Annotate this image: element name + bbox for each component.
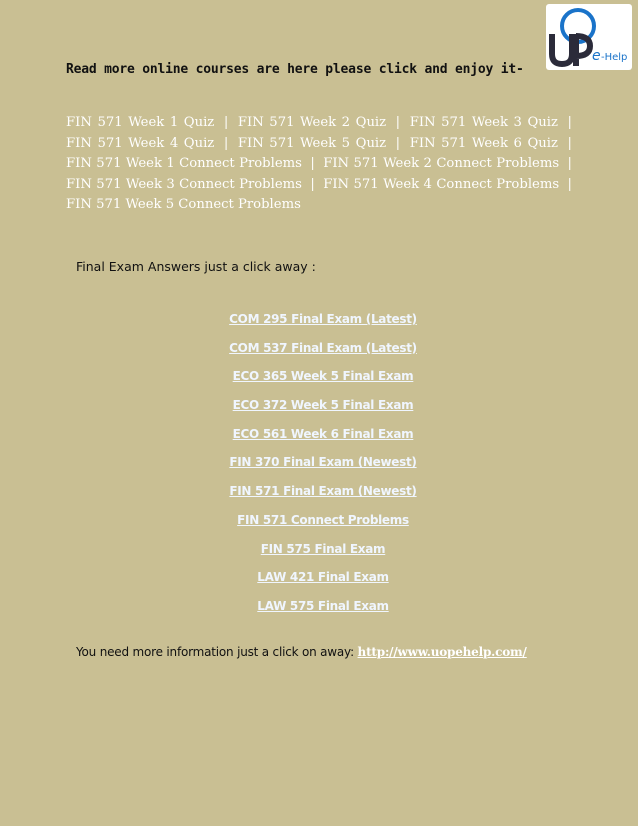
course-link[interactable]: FIN 571 Week 4 Quiz bbox=[66, 135, 215, 151]
svg-text:e: e bbox=[592, 48, 601, 64]
course-link[interactable]: FIN 571 Week 5 Quiz bbox=[237, 135, 387, 151]
exam-list-item bbox=[198, 595, 448, 624]
exam-link[interactable]: ECO 365 Week 5 Final Exam bbox=[232, 369, 414, 384]
exam-list-item bbox=[198, 566, 448, 595]
course-link[interactable]: FIN 571 Week 2 Quiz bbox=[237, 115, 387, 130]
course-link[interactable]: FIN 571 Week 1 Quiz bbox=[66, 115, 215, 130]
link-separator: | bbox=[310, 156, 315, 171]
course-link[interactable]: FIN 571 Week 1 Connect Problems bbox=[66, 156, 302, 171]
course-link[interactable]: FIN 571 Week 4 Connect Problems bbox=[323, 176, 560, 192]
link-separator: | bbox=[395, 115, 401, 130]
exam-list-item bbox=[198, 451, 448, 480]
course-link[interactable]: FIN 571 Week 5 Connect Problems bbox=[66, 197, 301, 212]
exam-link[interactable]: LAW 421 Final Exam bbox=[257, 570, 389, 585]
exam-link[interactable]: ECO 561 Week 6 Final Exam bbox=[232, 426, 414, 441]
site-logo[interactable] bbox=[546, 4, 632, 70]
uop-logo-graphic bbox=[546, 4, 632, 70]
footer-text: You need more information just a click on away: bbox=[76, 645, 358, 659]
exam-link[interactable]: FIN 575 Final Exam bbox=[260, 541, 386, 556]
exam-list-item bbox=[198, 365, 448, 394]
exam-link[interactable]: FIN 370 Final Exam (Newest) bbox=[229, 455, 417, 470]
exam-list-item bbox=[198, 509, 448, 538]
website-link[interactable]: http://www.uopehelp.com/ bbox=[357, 645, 527, 659]
exam-list-item bbox=[198, 308, 448, 337]
course-link[interactable]: FIN 571 Week 6 Quiz bbox=[409, 135, 558, 151]
course-link[interactable]: FIN 571 Week 3 Quiz bbox=[409, 115, 558, 130]
link-separator: | bbox=[223, 115, 229, 130]
exam-link-list bbox=[198, 308, 448, 624]
course-links-paragraph bbox=[66, 113, 576, 216]
exam-list-item bbox=[198, 394, 448, 423]
exam-link[interactable]: ECO 372 Week 5 Final Exam bbox=[232, 398, 414, 413]
svg-text:-Help: -Help bbox=[601, 52, 628, 63]
exam-link[interactable]: COM 295 Final Exam (Latest) bbox=[229, 312, 417, 326]
exam-list-item bbox=[198, 480, 448, 509]
exam-list-item bbox=[198, 423, 448, 452]
footer-info bbox=[76, 645, 527, 659]
link-separator: | bbox=[395, 135, 401, 151]
link-separator: | bbox=[567, 176, 572, 192]
link-separator: | bbox=[567, 156, 572, 171]
link-separator: | bbox=[310, 176, 315, 192]
exam-link[interactable]: FIN 571 Final Exam (Newest) bbox=[229, 484, 417, 499]
exam-link[interactable]: LAW 575 Final Exam bbox=[257, 598, 389, 613]
link-separator: | bbox=[223, 135, 229, 151]
course-link[interactable]: FIN 571 Week 2 Connect Problems bbox=[323, 156, 560, 171]
exam-list-item bbox=[198, 337, 448, 366]
link-separator: | bbox=[567, 115, 572, 130]
headline: Read more online courses are here please click and enjoy it- bbox=[66, 62, 524, 77]
link-separator: | bbox=[567, 135, 572, 151]
exam-link[interactable]: FIN 571 Connect Problems bbox=[237, 512, 409, 527]
exam-list-item bbox=[198, 538, 448, 567]
course-link[interactable]: FIN 571 Week 3 Connect Problems bbox=[66, 176, 302, 192]
final-exam-heading: Final Exam Answers just a click away : bbox=[76, 259, 316, 274]
exam-link[interactable]: COM 537 Final Exam (Latest) bbox=[229, 340, 417, 355]
